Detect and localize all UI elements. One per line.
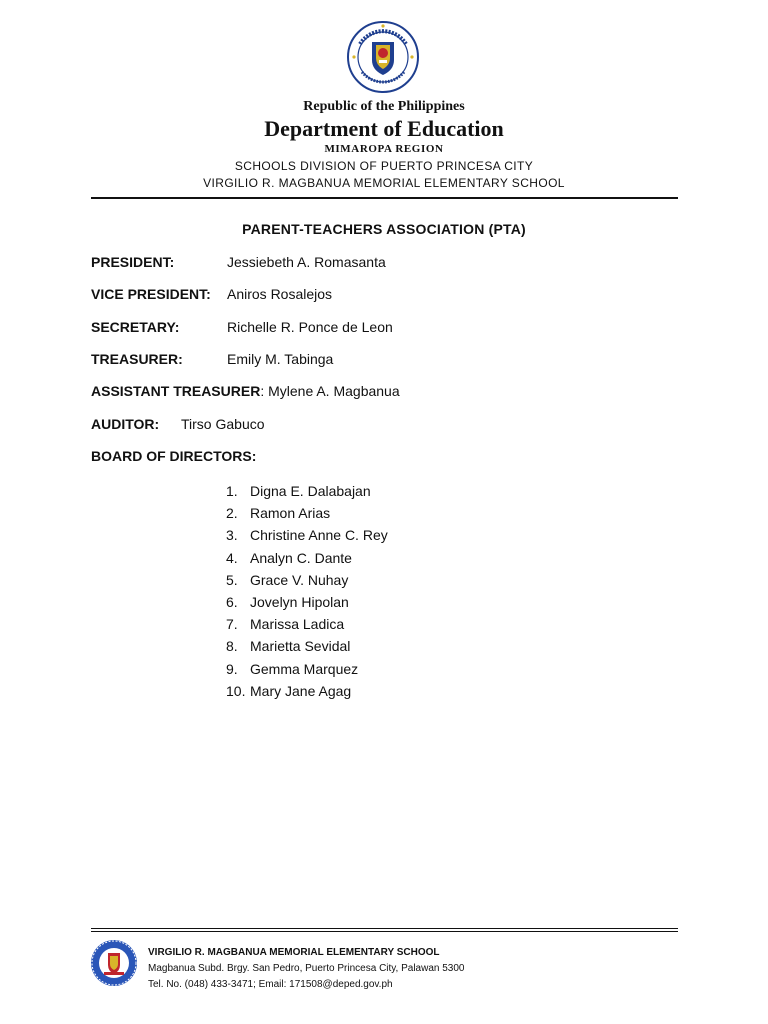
officer-assistant-treasurer: [91, 383, 400, 399]
department-heading: Department of Education: [264, 116, 504, 141]
list-item: [226, 547, 388, 569]
region-heading: MIMAROPA REGION: [324, 143, 444, 155]
division-heading: SCHOOLS DIVISION OF PUERTO PRINCESA CITY: [234, 159, 534, 173]
footer-divider: [91, 928, 678, 929]
officer-label: TREASURER:: [91, 351, 183, 367]
officer-auditor: [91, 416, 265, 432]
list-number: 10.: [226, 682, 246, 699]
list-number: 5.: [226, 571, 238, 588]
officer-secretary: [91, 319, 393, 335]
list-item: [226, 502, 388, 524]
list-number: 7.: [226, 616, 238, 633]
board-members-list: [226, 480, 388, 702]
member-name: Jovelyn Hipolan: [250, 593, 349, 610]
member-name: Grace V. Nuhay: [250, 571, 349, 588]
officer-label-separator: :: [260, 383, 265, 399]
officer-treasurer: [91, 351, 333, 367]
school-logo-icon: [90, 939, 138, 987]
officer-label: PRESIDENT:: [91, 254, 175, 270]
list-number: 3.: [226, 527, 238, 544]
officer-label: VICE PRESIDENT:: [91, 286, 211, 302]
officer-name: Tirso Gabuco: [181, 416, 265, 432]
officer-name: Richelle R. Ponce de Leon: [227, 319, 393, 335]
list-item: [226, 569, 388, 591]
footer-school-name: VIRGILIO R. MAGBANUA MEMORIAL ELEMENTARY SCHOOL: [148, 947, 440, 958]
footer-divider: [91, 931, 678, 932]
officer-label: SECRETARY:: [91, 319, 180, 335]
officer-vice-president: [91, 286, 332, 302]
member-name: Gemma Marquez: [250, 660, 359, 677]
member-name: Marissa Ladica: [250, 616, 345, 633]
officer-label: AUDITOR:: [91, 416, 160, 432]
list-item: [226, 658, 388, 680]
officer-label: ASSISTANT TREASURER: [91, 383, 261, 399]
board-heading: BOARD OF DIRECTORS:: [91, 448, 257, 464]
list-number: 4.: [226, 549, 238, 566]
officer-name: Aniros Rosalejos: [227, 286, 333, 302]
officer-name: Mylene A. Magbanua: [268, 383, 400, 399]
member-name: Marietta Sevidal: [250, 638, 351, 655]
footer-contact: Tel. No. (048) 433-3471; Email: 171508@deped.gov.ph: [148, 979, 393, 990]
member-name: Mary Jane Agag: [250, 682, 352, 699]
list-number: 8.: [226, 638, 238, 655]
list-item: [226, 613, 388, 635]
list-item: [226, 680, 388, 702]
document-title: PARENT-TEACHERS ASSOCIATION (PTA): [242, 221, 526, 237]
list-item: [226, 524, 388, 546]
member-name: Analyn C. Dante: [250, 549, 352, 566]
list-number: 1.: [226, 483, 238, 499]
officer-name: Emily M. Tabinga: [227, 351, 334, 367]
list-item: [226, 591, 388, 613]
footer-address: Magbanua Subd. Brgy. San Pedro, Puerto Princesa City, Palawan 5300: [148, 963, 465, 974]
school-heading: VIRGILIO R. MAGBANUA MEMORIAL ELEMENTARY SCHOOL: [203, 176, 565, 190]
member-name: Digna E. Dalabajan: [250, 483, 371, 499]
deped-seal-icon: [346, 20, 420, 94]
list-item: [226, 635, 388, 657]
member-name: Christine Anne C. Rey: [250, 527, 388, 544]
officer-president: [91, 254, 386, 270]
list-number: 9.: [226, 660, 238, 677]
republic-heading: Republic of the Philippines: [303, 99, 465, 114]
list-number: 2.: [226, 505, 238, 522]
list-number: 6.: [226, 593, 238, 610]
header-divider: [91, 197, 678, 199]
list-item: [226, 480, 388, 502]
member-name: Ramon Arias: [250, 505, 331, 522]
officer-name: Jessiebeth A. Romasanta: [227, 254, 386, 270]
